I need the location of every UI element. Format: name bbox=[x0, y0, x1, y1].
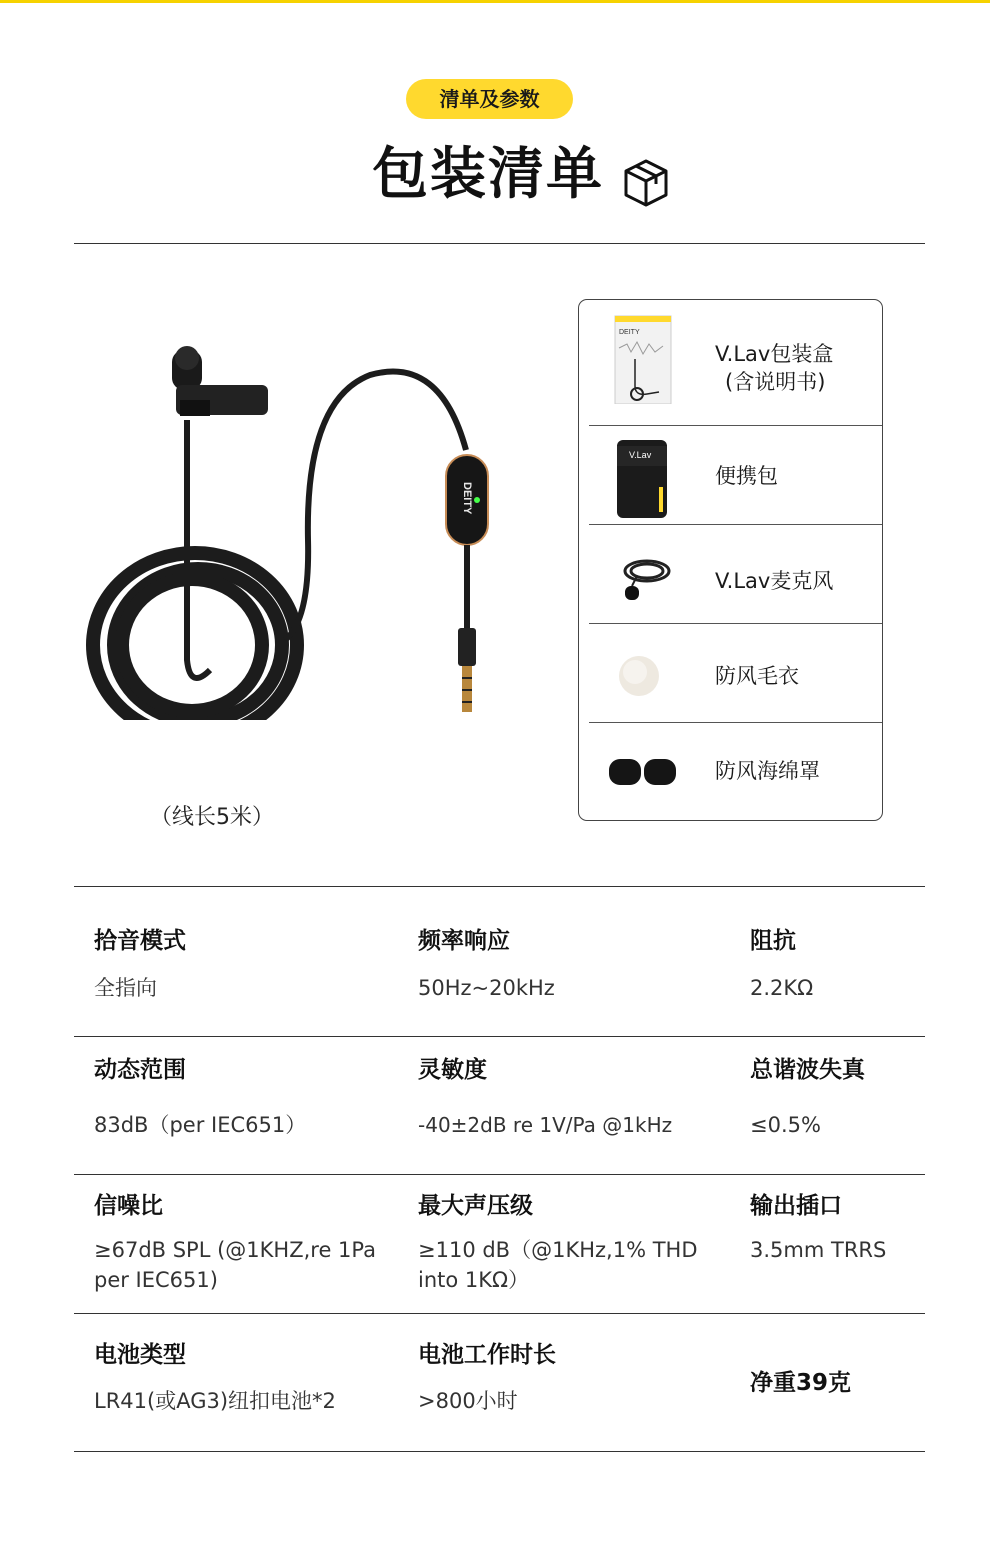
spec-key: 拾音模式 bbox=[94, 928, 186, 954]
svg-text:DEITY: DEITY bbox=[619, 329, 640, 336]
spec-value: LR41(或AG3)纽扣电池*2 bbox=[94, 1389, 336, 1413]
divider bbox=[74, 243, 925, 244]
spec-sensitivity bbox=[418, 1055, 728, 1140]
spec-value: 50Hz~20kHz bbox=[418, 976, 555, 1000]
microphone-image bbox=[607, 531, 677, 621]
divider bbox=[74, 1174, 925, 1175]
spec-dynamic-range bbox=[94, 1055, 394, 1140]
section-tag: 清单及参数 bbox=[406, 79, 573, 119]
spec-key: 灵敏度 bbox=[418, 1057, 487, 1083]
spec-thd bbox=[750, 1055, 920, 1140]
foam-windscreen-image bbox=[607, 725, 687, 815]
item-sublabel: (含说明书) bbox=[725, 370, 826, 394]
spec-value: 83dB（per IEC651） bbox=[94, 1113, 307, 1137]
top-accent-line bbox=[0, 0, 990, 3]
spec-pickup-pattern bbox=[94, 926, 394, 1003]
spec-value: ≥67dB SPL (@1KHZ,re 1Pa per IEC651) bbox=[94, 1238, 376, 1292]
spec-key: 输出插口 bbox=[750, 1193, 842, 1219]
page-title: 包装清单 bbox=[372, 142, 604, 207]
spec-impedance bbox=[750, 926, 920, 1003]
spec-value: 全指向 bbox=[94, 976, 157, 1000]
fur-windscreen-image bbox=[607, 630, 677, 720]
spec-value: -40±2dB re 1V/Pa @1kHz bbox=[418, 1113, 673, 1137]
spec-max-spl bbox=[418, 1191, 708, 1295]
divider bbox=[74, 1451, 925, 1452]
spec-key: 阻抗 bbox=[750, 928, 796, 954]
list-item bbox=[589, 426, 882, 524]
item-label: V.Lav包装盒 bbox=[715, 342, 834, 366]
spec-key: 频率响应 bbox=[418, 928, 510, 954]
spec-battery-life bbox=[418, 1340, 718, 1416]
item-label: 防风海绵罩 bbox=[715, 759, 820, 783]
divider bbox=[74, 1313, 925, 1314]
spec-key: 信噪比 bbox=[94, 1193, 163, 1219]
spec-key: 总谐波失真 bbox=[750, 1057, 865, 1083]
spec-key: 电池类型 bbox=[94, 1342, 186, 1368]
divider bbox=[74, 886, 925, 887]
svg-text:DEITY: DEITY bbox=[461, 482, 473, 515]
spec-key: 净重39克 bbox=[750, 1370, 852, 1396]
item-label: V.Lav麦克风 bbox=[715, 569, 834, 593]
spec-net-weight bbox=[750, 1368, 920, 1398]
spec-value: ≤0.5% bbox=[750, 1113, 821, 1137]
divider bbox=[74, 1036, 925, 1037]
item-label: 防风毛衣 bbox=[715, 664, 799, 688]
package-box-image bbox=[607, 314, 677, 404]
item-label: 便携包 bbox=[715, 464, 778, 488]
microphone-illustration bbox=[80, 340, 520, 720]
list-item bbox=[589, 525, 882, 623]
list-item bbox=[589, 624, 882, 722]
package-contents-box bbox=[578, 299, 883, 821]
spec-key: 电池工作时长 bbox=[418, 1342, 556, 1368]
spec-snr bbox=[94, 1191, 384, 1295]
list-item bbox=[589, 723, 882, 819]
spec-frequency-response bbox=[418, 926, 718, 1003]
list-item bbox=[589, 308, 882, 424]
spec-value: 2.2KΩ bbox=[750, 976, 814, 1000]
cable-length-note: （线长5米） bbox=[150, 805, 274, 830]
spec-key: 动态范围 bbox=[94, 1057, 186, 1083]
spec-battery-type bbox=[94, 1340, 394, 1416]
package-icon bbox=[622, 157, 670, 209]
pouch-image bbox=[607, 432, 677, 522]
spec-output-jack bbox=[750, 1191, 920, 1265]
spec-key: 最大声压级 bbox=[418, 1193, 533, 1219]
spec-value: ≥110 dB（@1KHz,1% THD into 1KΩ） bbox=[418, 1238, 698, 1292]
svg-text:V.Lav: V.Lav bbox=[629, 450, 652, 460]
spec-value: 3.5mm TRRS bbox=[750, 1238, 887, 1262]
spec-value: >800小时 bbox=[418, 1389, 518, 1413]
